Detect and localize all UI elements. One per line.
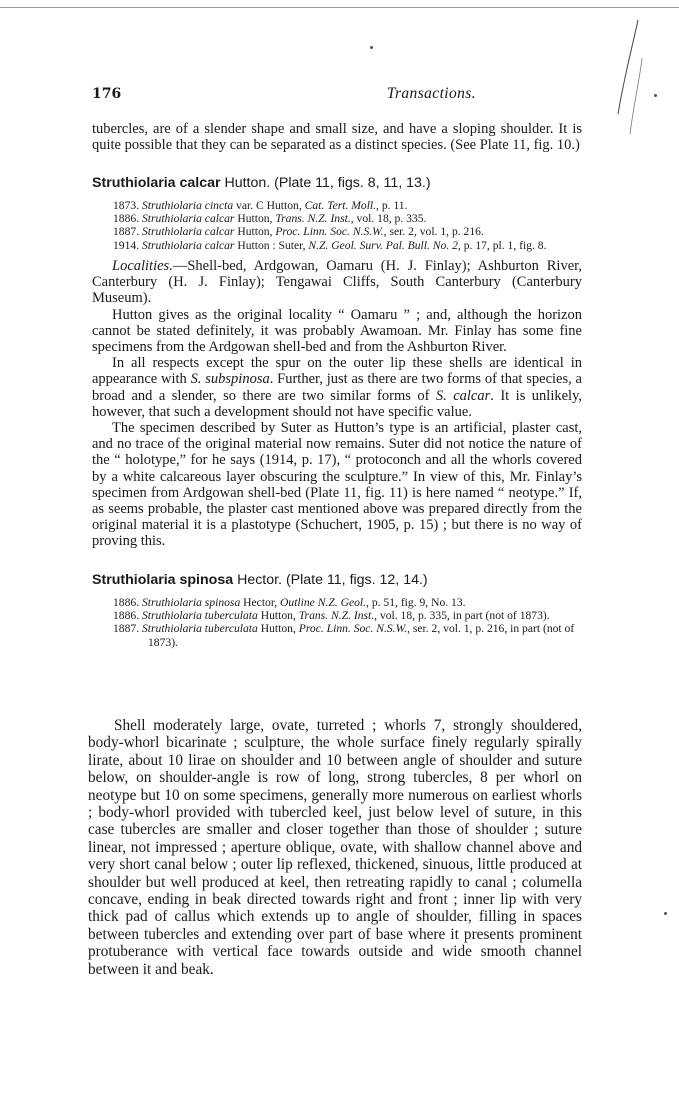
description-paragraph: Shell moderately large, ovate, turreted ; whorls 7, strongly shouldered, body-whorl bicarinate ; sculpture, the whole surface finely regularly spirally lirate, about 10 lirae on shoulder and 10 between angle of shoulder and suture below, on shoulder-angle is row of long, strong tubercles, 8 per whorl on neotype but 10 on some specimens, generally more numerous on earliest whorls ; body-whorl provided with tubercled keel, just below level of suture, in this case tubercles are smaller and closer together than those of shoulder ; suture linear, not impressed ; aperture oblique, ovate, with shallow channel above and very short canal below ; outer lip reflexed, thickened, sinuous, little produced at shoulder but well produced at keel, then retreating rapidly to canal ; columella concave, ending in beak directed towards right and front ; inner lip with very thick pad of callus which extends up to angle of shoulder, filling in spaces between tubercles and extending over part of base where it presents prominent protuberance with vertical face towards outside and wide smooth channel between it and beak. bbox=[88, 717, 582, 978]
body-paragraph: Hutton gives as the original locality “ Oamaru ” ; and, although the horizon cannot be stated definitely, it was probably Awamoan. Mr. Finlay has some fine specimens from the Ardgowan shell-bed and from the Ashburton River. bbox=[92, 306, 582, 356]
species-description bbox=[88, 717, 582, 978]
species-name: Struthiolaria spinosa bbox=[92, 571, 234, 588]
body-paragraph: The specimen described by Suter as Hutton’s type is an artificial, plaster cast, and no trace of the original material now remains. Suter did not notice the nature of the “ holotype,” for he says (1914, p. 17), “ protoconch and all the whorls covered by a white calcareous layer obscuring the sculpture.” In view of this, Mr. Finlay’s specimen from Ardgowan shell-bed (Plate 11, fig. 11) is here named “ neotype.” If, as seems probable, the plaster cast mentioned above was prepared directly from the original material it is a plastotype (Schuchert, 1905, p. 15) ; but there is no way of proving this. bbox=[92, 420, 582, 550]
page-body bbox=[92, 86, 582, 655]
species-authority: Hector. (Plate 11, figs. 12, 14.) bbox=[233, 571, 428, 588]
scan-speck bbox=[370, 46, 373, 49]
synonymy-list-spinosa bbox=[92, 596, 582, 649]
species-name: Struthiolaria calcar bbox=[92, 174, 221, 191]
localities-label: Localities. bbox=[112, 258, 173, 274]
synonymy-entry: 1914. Struthiolaria calcar Hutton : Suter, N.Z. Geol. Surv. Pal. Bull. No. 2, p. 17, pl. 1, fig. 8. bbox=[113, 238, 547, 252]
localities-text: —Shell-bed, Ardgowan, Oamaru (H. J. Finlay); Ashburton River, Canterbury (H. J. Finlay); Tengawai Cliffs, South Canterbury (Canterbury Museum). bbox=[92, 258, 582, 307]
synonymy-entry: 1886. Struthiolaria tuberculata Hutton, Trans. N.Z. Inst., vol. 18, p. 335, in part (not of 1873). bbox=[113, 609, 550, 623]
scan-speck bbox=[654, 94, 657, 97]
localities-paragraph bbox=[92, 258, 582, 307]
species-heading-spinosa bbox=[92, 572, 582, 588]
synonymy-list-calcar bbox=[92, 199, 582, 252]
synonymy-entry: 1886. Struthiolaria calcar Hutton, Trans. N.Z. Inst., vol. 18, p. 335. bbox=[113, 212, 427, 226]
intro-paragraph: tubercles, are of a slender shape and small size, and have a sloping shoulder. It is quite possible that they can be separated as a distinct species. (See Plate 11, fig. 10.) bbox=[92, 121, 582, 154]
synonymy-entry: 1887. Struthiolaria tuberculata Hutton, Proc. Linn. Soc. N.S.W., ser. 2, vol. 1, p. 216, in part (not of 1873). bbox=[113, 622, 575, 649]
scan-top-edge bbox=[0, 7, 679, 8]
page-header bbox=[92, 86, 582, 102]
synonymy-entry: 1886. Struthiolaria spinosa Hector, Outline N.Z. Geol., p. 51, fig. 9, No. 13. bbox=[113, 595, 466, 609]
margin-pencil-mark bbox=[612, 18, 646, 136]
species-heading-calcar bbox=[92, 175, 582, 191]
synonymy-entry: 1873. Struthiolaria cincta var. C Hutton, Cat. Tert. Moll., p. 11. bbox=[113, 198, 408, 212]
page-number: 176 bbox=[92, 86, 122, 102]
species-authority: Hutton. (Plate 11, figs. 8, 11, 13.) bbox=[220, 174, 431, 191]
scan-speck bbox=[664, 912, 667, 915]
running-title: Transactions. bbox=[386, 85, 476, 102]
synonymy-entry: 1887. Struthiolaria calcar Hutton, Proc. Linn. Soc. N.S.W., ser. 2, vol. 1, p. 216. bbox=[113, 225, 484, 239]
body-paragraph: In all respects except the spur on the outer lip these shells are identical in appearance with S. subspinosa. Further, just as there are two forms of that species, a broad and a slender, so there are two similar forms of S. calcar. It is unlikely, however, that such a development should not have specific value. bbox=[92, 355, 583, 420]
